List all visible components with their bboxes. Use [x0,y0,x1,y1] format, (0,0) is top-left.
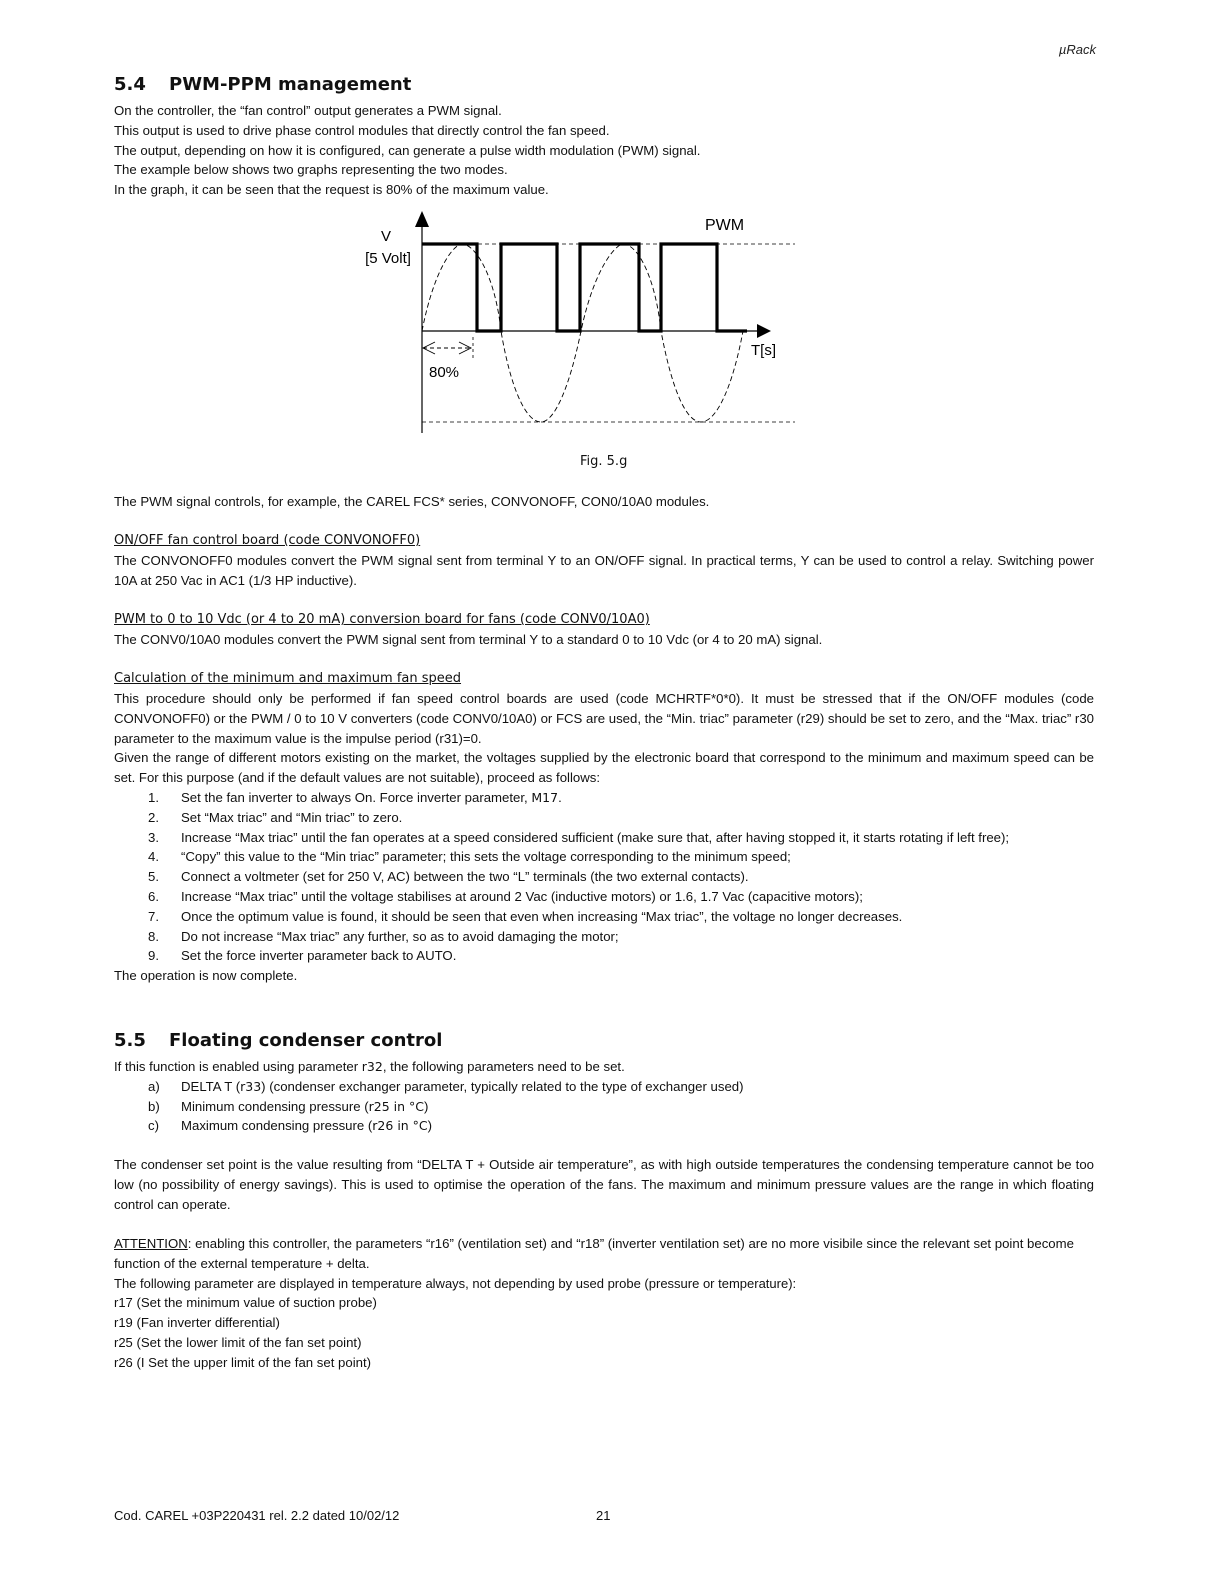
y-label-v: V [380,228,392,245]
pwm010-text: The CONV0/10A0 modules convert the PWM signal sent from terminal Y to a standard 0 to 10 Vdc (or 4 to 20 mA) signal. [114,632,823,647]
section-number: 5.5 [114,1030,146,1051]
y-axis-arrow [415,211,429,227]
item-letter: b) [148,1098,160,1114]
pwm010-heading: PWM to 0 to 10 Vdc (or 4 to 20 mA) conversion board for fans (code CONV0/10A0) [114,612,650,627]
onoff-board-section [114,531,1094,591]
x-label-time: T[s] [751,342,776,359]
item-text: Minimum condensing pressure ( [181,1098,369,1114]
calculation-para-2: Given the range of different motors existing on the market, the voltages supplied by the electronic board that correspond to the minimum and maximum speed can be set. For this purpose (and if the default values are not suitable), proceed as follows: [114,750,1094,786]
modules-note [114,492,1094,512]
step-number: 3. [148,829,159,845]
y-label-volt: [5 Volt] [365,250,411,267]
procedure-steps [114,788,1094,966]
list-item [114,907,1094,927]
param-code: r25 in °C [368,1098,425,1114]
param-desc: (Set the minimum value of suction probe) [132,1295,377,1311]
intro-line: In the graph, it can be seen that the request is 80% of the maximum value. [114,182,549,198]
attention-section [114,1234,1094,1373]
pwm010-board-section [114,610,1094,650]
modules-note-text: The PWM signal controls, for example, the CAREL FCS* series, CONVONOFF, CON0/10A0 modules. [114,494,710,509]
intro-line: On the controller, the “fan control” output generates a PWM signal. [114,103,502,118]
item-text-end: ) (condenser exchanger parameter, typically related to the type of exchanger used) [261,1078,744,1094]
step-text: Increase “Max triac” until the fan operates at a speed considered sufficient (make sure that, after having stopped it, it starts rotating if left free); [181,829,1010,845]
list-item [114,887,1094,907]
sine-wave [422,244,743,422]
footer-page-number: 21 [596,1508,611,1523]
param-code: r17 [114,1295,133,1311]
step-number: 7. [148,908,159,924]
temperature-note: The following parameter are displayed in temperature always, not depending by used probe (pressure or temperature): [114,1275,797,1291]
step-number: 4. [148,849,159,865]
intro-line: The output, depending on how it is configured, can generate a pulse width modulation (PWM) signal. [114,142,701,158]
param-code: r26 [114,1354,133,1370]
item-text-end: ) [424,1098,429,1114]
pwm-figure [355,205,815,445]
intro-text-end: , the following parameters need to be set. [382,1059,625,1074]
brand-header: µRack [1058,42,1096,57]
step-text: Do not increase “Max triac” any further, so as to avoid damaging the motor; [181,928,619,944]
intro-paragraphs [114,101,1094,200]
param-code: r33 [240,1078,262,1094]
duty-label: 80% [429,364,460,381]
param-code: r26 in °C [372,1118,428,1134]
step-number: 2. [148,809,159,825]
section-title: Floating condenser control [169,1030,443,1051]
item-text: Maximum condensing pressure ( [181,1118,373,1134]
calculation-para-1: This procedure should only be performed if fan speed control boards are used (code MCHRTF*0*0). It must be stressed that if the ON/OFF modules (code CONVONOFF0) or the PWM / 0 to 10 V converters (code CONV0/10A0) or FCS are used, the “Min. triac” parameter (r29) should be set to zero, and the “Max. triac” r30 parameter to the maximum value is the impulse period (r31)=0. [114,691,1094,746]
figure-caption: Fig. 5.g [580,454,628,469]
pwm-signal [422,244,747,331]
attention-text: : enabling this controller, the parameters “r16” (ventilation set) and “r18” (inverter ventilation set) are no more visibile since the relevant set point become function of the external temperature + delta. [114,1236,1074,1271]
step-number: 8. [148,928,159,944]
list-item [114,847,1094,867]
list-item [114,867,1094,887]
list-item [114,1116,1094,1136]
calculation-heading: Calculation of the minimum and maximum fan speed [114,671,462,686]
procedure-closing: The operation is now complete. [114,968,298,984]
setpoint-text: The condenser set point is the value resulting from “DELTA T + Outside air temperature”, as with high outside temperatures the condensing temperature cannot be too low (no possibility of energy savings). This is used to optimise the operation of the fans. The maximum and minimum pressure values are the range in which floating control can operate. [114,1157,1094,1212]
list-item [114,1097,1094,1117]
step-text: Increase “Max triac” until the voltage stabilises at around 2 Vac (inductive motors) or 1.6, 1.7 Vac (capacitive motors); [181,888,863,904]
x-axis-arrow [757,324,771,338]
onoff-heading: ON/OFF fan control board (code CONVONOFF0) [114,533,421,548]
item-letter: c) [148,1118,159,1134]
step-number: 9. [148,948,159,964]
step-text: Connect a voltmeter (set for 250 V, AC) between the two “L” terminals (the two external contacts). [181,869,749,885]
list-item [114,828,1094,848]
list-item [114,927,1094,947]
step-text-end: . [558,789,562,805]
section-heading-5-5 [114,1030,442,1051]
floating-intro [114,1057,1094,1136]
list-item [114,946,1094,966]
intro-line: This output is used to drive phase control modules that directly control the fan speed. [114,122,610,138]
attention-label: ATTENTION [114,1236,188,1251]
list-item [114,1077,1094,1097]
param-desc: (I Set the upper limit of the fan set point) [132,1354,372,1370]
step-text: Once the optimum value is found, it should be seen that even when increasing “Max triac”, the voltage no longer decreases. [181,908,903,924]
section-heading-5-4 [114,74,411,95]
intro-line: The example below shows two graphs representing the two modes. [114,162,508,178]
step-text: Set “Max triac” and “Min triac” to zero. [181,809,403,825]
step-number: 5. [148,869,159,885]
footer-doc-code: Cod. CAREL +03P220431 rel. 2.2 dated 10/02/12 [114,1508,400,1523]
step-text: Set the force inverter parameter back to AUTO. [181,948,457,964]
param-desc: (Set the lower limit of the fan set point) [132,1334,362,1350]
item-text: DELTA T ( [181,1078,241,1094]
step-text: Set the fan inverter to always On. Force inverter parameter, [181,789,532,805]
param-code: M17 [531,789,559,805]
param-code: r32 [361,1059,383,1074]
param-code: r19 [114,1315,133,1331]
section-number: 5.4 [114,74,146,95]
step-number: 6. [148,888,159,904]
floating-params-list [114,1077,1094,1136]
calculation-section [114,669,1094,986]
list-item [114,788,1094,808]
param-code: r25 [114,1334,133,1350]
list-item [114,808,1094,828]
param-desc: (Fan inverter differential) [132,1315,280,1331]
mode-label-pwm: PWM [705,217,745,234]
pwm-graph [355,205,815,445]
setpoint-paragraph [114,1155,1094,1214]
item-text-end: ) [427,1118,433,1134]
step-text: “Copy” this value to the “Min triac” parameter; this sets the voltage corresponding to the minimum speed; [181,849,791,865]
item-letter: a) [148,1078,160,1094]
onoff-text: The CONVONOFF0 modules convert the PWM signal sent from terminal Y to an ON/OFF signal. In practical terms, Y can be used to control a relay. Switching power 10A at 250 Vac in AC1 (1/3 HP inductive). [114,553,1094,588]
step-number: 1. [148,789,159,805]
intro-text: If this function is enabled using parameter [114,1059,362,1074]
section-title: PWM-PPM management [169,74,412,95]
